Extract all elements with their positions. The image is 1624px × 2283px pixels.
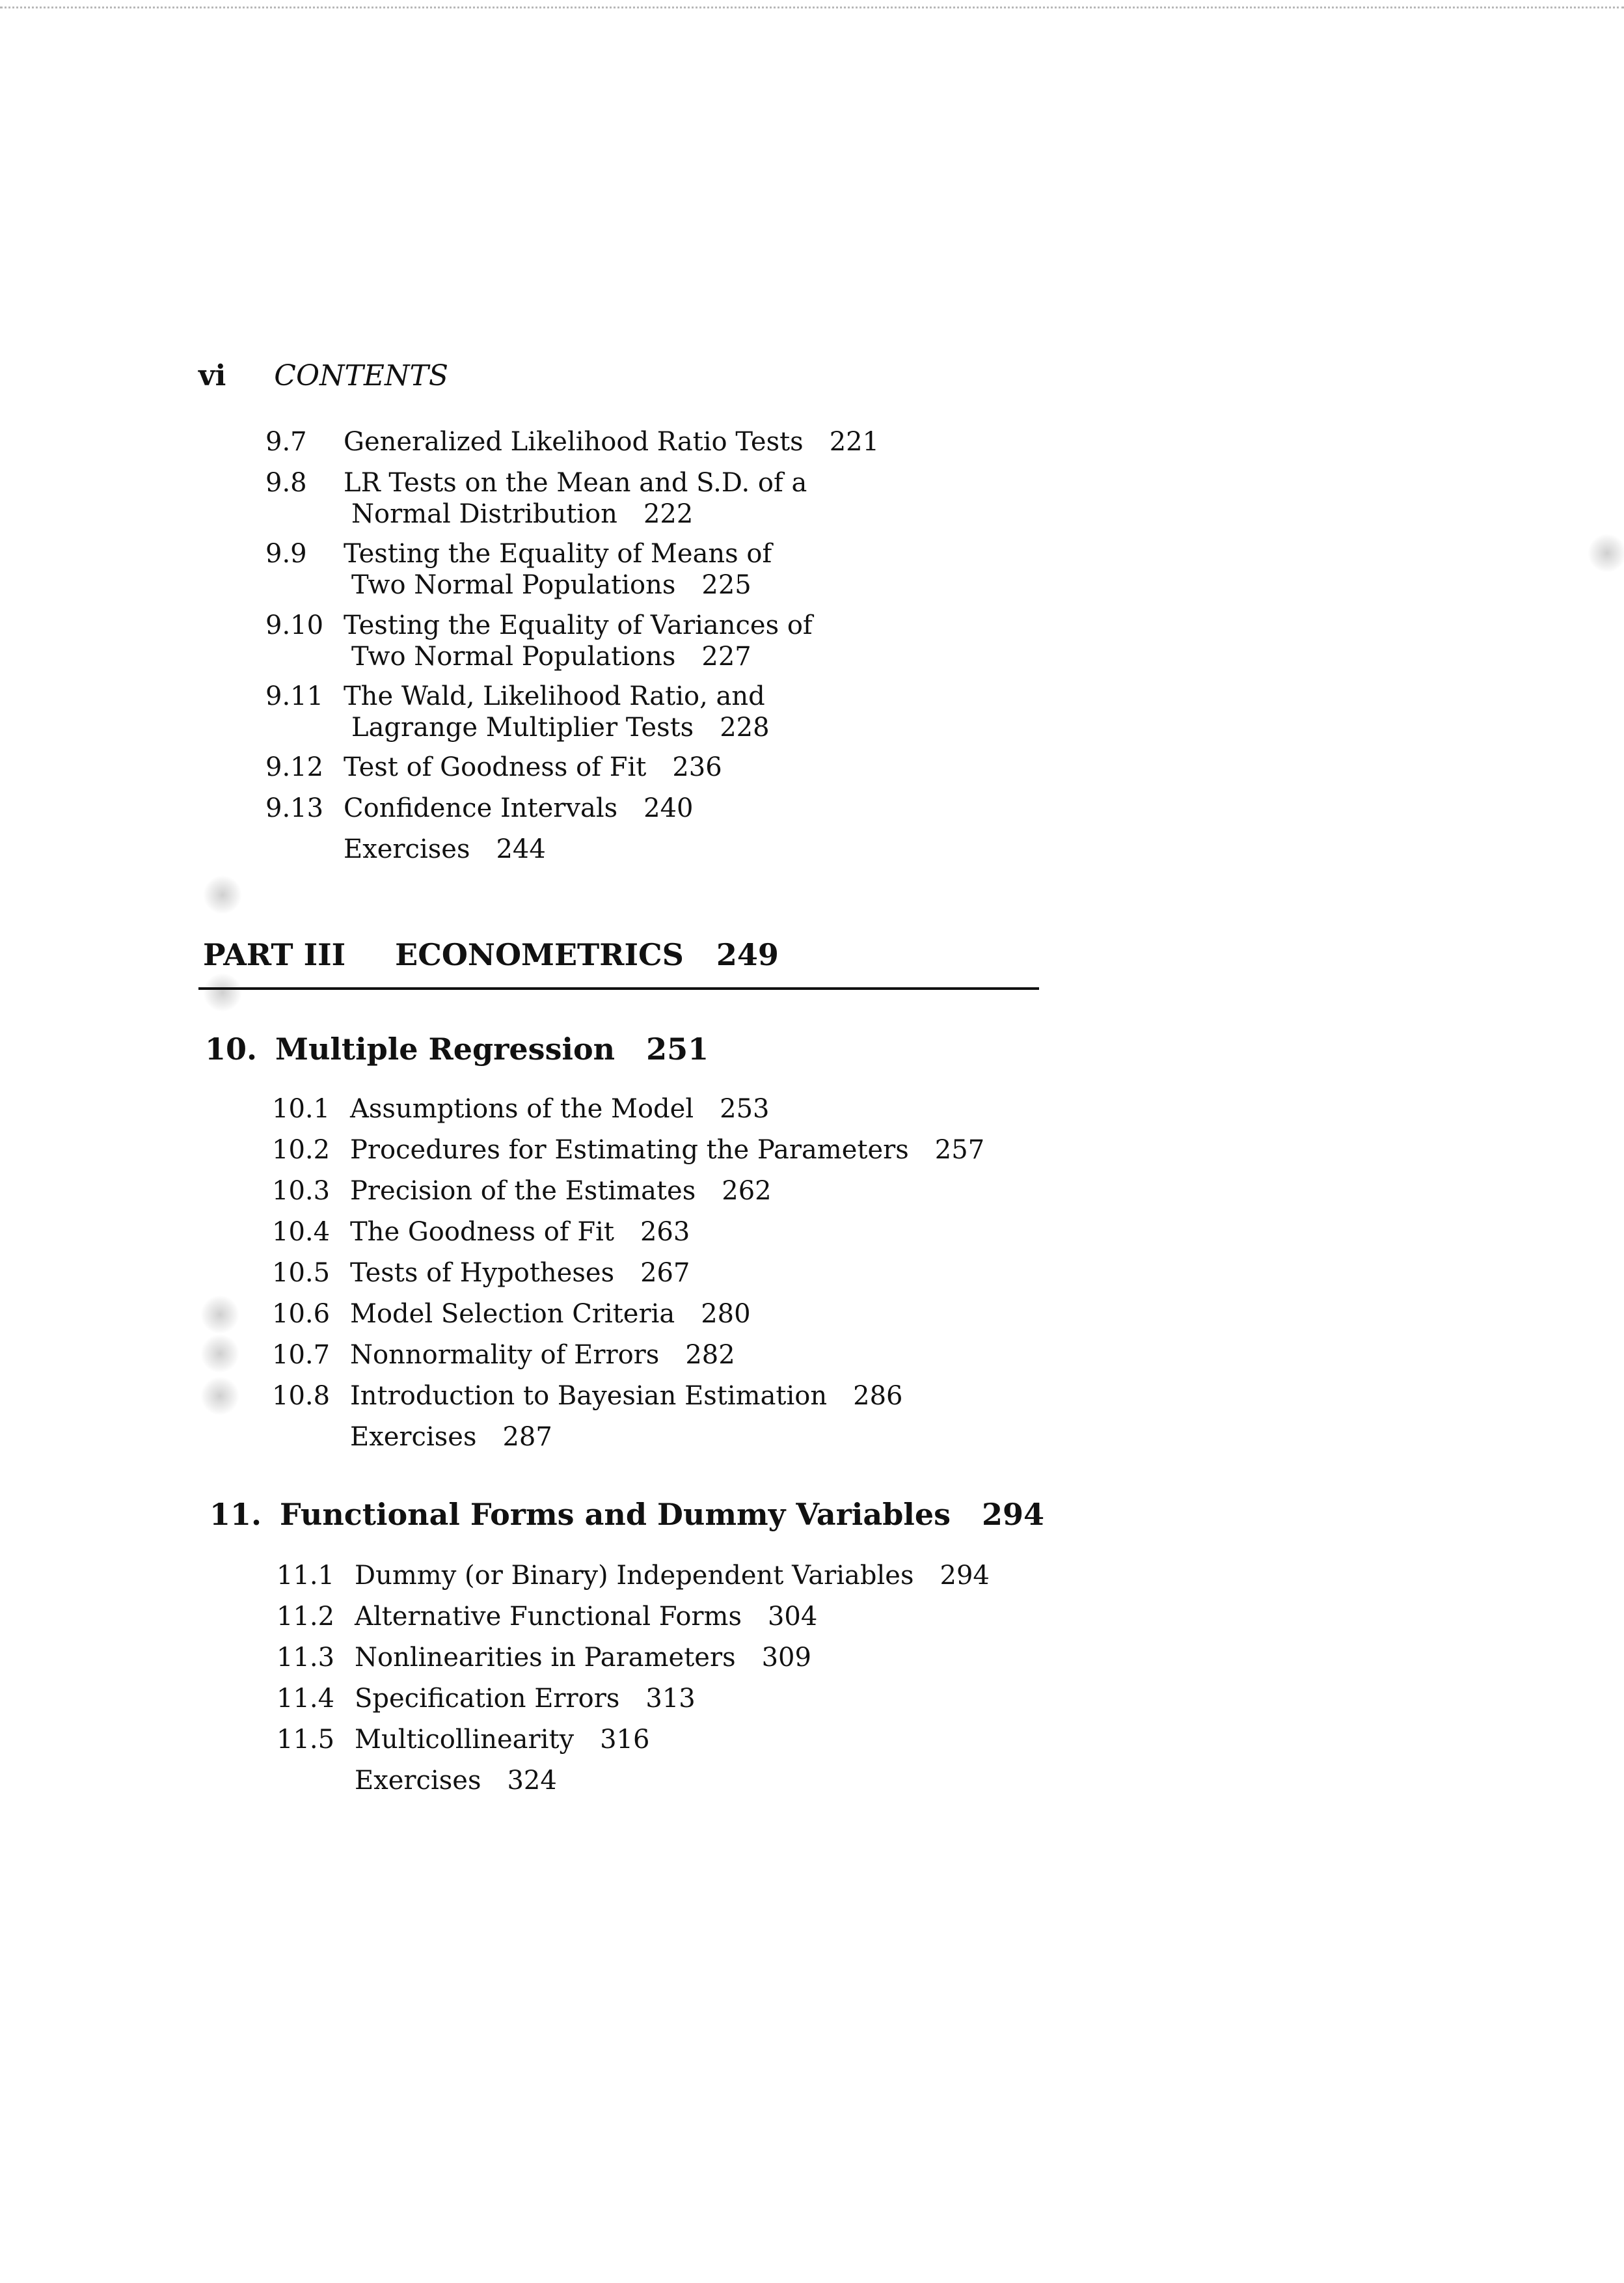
section-number: 9.12 bbox=[265, 752, 324, 782]
scan-top-edge bbox=[0, 7, 1624, 8]
section-page: 280 bbox=[701, 1299, 751, 1329]
section-page: 324 bbox=[507, 1766, 557, 1796]
section-number: 11.5 bbox=[277, 1725, 335, 1755]
section-number: 10.2 bbox=[272, 1135, 331, 1165]
section-number: 9.7 bbox=[265, 427, 307, 457]
part-label: PART III bbox=[203, 937, 346, 972]
section-title: Testing the Equality of Means of bbox=[344, 539, 772, 569]
page-number: vi bbox=[198, 359, 226, 392]
part-page: 249 bbox=[716, 937, 779, 972]
section-title-cont: Two Normal Populations bbox=[351, 570, 676, 600]
section-title: Dummy (or Binary) Independent Variables bbox=[355, 1561, 914, 1591]
section-title-cont: Two Normal Populations bbox=[351, 642, 676, 672]
section-page: 304 bbox=[767, 1602, 818, 1632]
section-number: 9.13 bbox=[265, 793, 324, 823]
scan-speck bbox=[203, 875, 242, 914]
section-page: 287 bbox=[502, 1422, 552, 1452]
section-number: 9.9 bbox=[265, 539, 307, 569]
chapter-number: 11. bbox=[210, 1497, 262, 1532]
section-page: 294 bbox=[940, 1561, 990, 1591]
section-number: 9.8 bbox=[265, 468, 307, 498]
section-page: 222 bbox=[643, 499, 694, 529]
section-page: 313 bbox=[645, 1684, 696, 1714]
section-page: 253 bbox=[720, 1094, 770, 1124]
section-title: Tests of Hypotheses bbox=[350, 1258, 615, 1288]
section-number: 10.8 bbox=[272, 1381, 331, 1411]
section-number: 11.1 bbox=[277, 1561, 335, 1591]
section-number: 10.3 bbox=[272, 1176, 331, 1206]
part-rule bbox=[198, 987, 1039, 990]
section-title-cont: Lagrange Multiplier Tests bbox=[351, 713, 694, 743]
section-number: 11.4 bbox=[277, 1684, 335, 1714]
section-title: Test of Goodness of Fit bbox=[344, 752, 647, 782]
section-title: The Goodness of Fit bbox=[350, 1217, 614, 1247]
section-number: 10.1 bbox=[272, 1094, 331, 1124]
section-title: Alternative Functional Forms bbox=[355, 1602, 742, 1632]
chapter-heading bbox=[205, 1032, 709, 1067]
section-number: 9.11 bbox=[265, 681, 324, 711]
section-title: Precision of the Estimates bbox=[350, 1176, 696, 1206]
section-title: Procedures for Estimating the Parameters bbox=[350, 1135, 909, 1165]
scan-speck bbox=[203, 973, 242, 1012]
section-page: 236 bbox=[672, 752, 722, 782]
part-heading bbox=[203, 937, 779, 972]
section-number: 10.4 bbox=[272, 1217, 331, 1247]
chapter-page: 294 bbox=[982, 1497, 1045, 1532]
section-number: 11.3 bbox=[277, 1643, 335, 1673]
section-title-cont: Normal Distribution bbox=[351, 499, 617, 529]
section-title: Confidence Intervals bbox=[344, 793, 618, 823]
section-number: 9.10 bbox=[265, 610, 324, 640]
section-page: 309 bbox=[761, 1643, 811, 1673]
section-page: 257 bbox=[934, 1135, 985, 1165]
running-title: CONTENTS bbox=[274, 359, 448, 392]
section-title: Exercises bbox=[350, 1422, 477, 1452]
part-title: ECONOMETRICS bbox=[395, 937, 684, 972]
section-title: Nonnormality of Errors bbox=[350, 1340, 660, 1370]
section-title: Model Selection Criteria bbox=[350, 1299, 675, 1329]
section-title: Exercises bbox=[355, 1766, 481, 1796]
section-page: 227 bbox=[701, 642, 751, 672]
section-number: 10.7 bbox=[272, 1340, 331, 1370]
section-page: 225 bbox=[701, 570, 751, 600]
scan-speck bbox=[200, 1334, 239, 1373]
section-title: The Wald, Likelihood Ratio, and bbox=[344, 681, 765, 711]
scan-speck bbox=[1588, 534, 1624, 573]
chapter-title: Functional Forms and Dummy Variables bbox=[280, 1497, 951, 1532]
chapter-page: 251 bbox=[646, 1032, 709, 1067]
chapter-title: Multiple Regression bbox=[275, 1032, 616, 1067]
chapter-number: 10. bbox=[205, 1032, 258, 1067]
section-page: 262 bbox=[722, 1176, 772, 1206]
section-title: Multicollinearity bbox=[355, 1725, 575, 1755]
section-number: 10.5 bbox=[272, 1258, 331, 1288]
section-page: 240 bbox=[643, 793, 694, 823]
section-number: 11.2 bbox=[277, 1602, 335, 1632]
section-page: 228 bbox=[720, 713, 770, 743]
section-title: Assumptions of the Model bbox=[350, 1094, 694, 1124]
section-title: Testing the Equality of Variances of bbox=[344, 610, 813, 640]
section-page: 221 bbox=[829, 427, 880, 457]
section-page: 286 bbox=[853, 1381, 903, 1411]
section-page: 267 bbox=[640, 1258, 690, 1288]
section-page: 282 bbox=[685, 1340, 735, 1370]
section-title: Exercises bbox=[344, 834, 470, 864]
section-title: LR Tests on the Mean and S.D. of a bbox=[344, 468, 807, 498]
section-page: 263 bbox=[640, 1217, 690, 1247]
running-header bbox=[198, 359, 448, 392]
scan-speck bbox=[200, 1295, 239, 1334]
section-title: Specification Errors bbox=[355, 1684, 620, 1714]
section-number: 10.6 bbox=[272, 1299, 331, 1329]
section-title: Nonlinearities in Parameters bbox=[355, 1643, 736, 1673]
section-page: 244 bbox=[496, 834, 546, 864]
chapter-heading bbox=[210, 1497, 1044, 1532]
scan-speck bbox=[200, 1376, 239, 1415]
section-title: Generalized Likelihood Ratio Tests bbox=[344, 427, 804, 457]
section-page: 316 bbox=[600, 1725, 650, 1755]
section-title: Introduction to Bayesian Estimation bbox=[350, 1381, 828, 1411]
